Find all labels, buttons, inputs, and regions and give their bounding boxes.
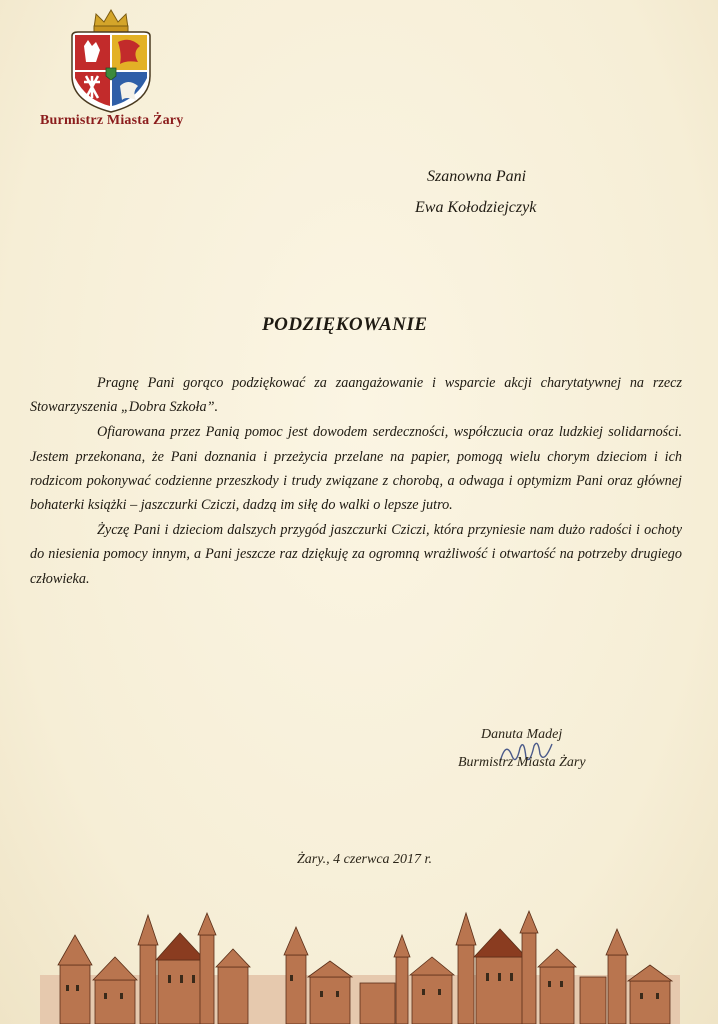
letter-body: [30, 371, 682, 592]
paragraph-3: Życzę Pani i dzieciom dalszych przygód jaszczurki Cziczi, która przyniesie nam dużo radości i ochoty do niesienia pomocy innym, a Pani jeszcze raz dziękuję za ogromną wrażliwość i otwartość na potrzeby drugiego człowieka.: [30, 522, 682, 587]
coat-of-arms-icon: [66, 6, 156, 114]
paragraph-1: Pragnę Pani gorąco podziękować za zaangażowanie i wsparcie akcji charytatywnej na rzecz Stowarzyszenia „Dobra Szkoła”.: [30, 375, 682, 416]
letter-title: PODZIĘKOWANIE: [262, 314, 428, 335]
town-skyline-illustration-icon: [0, 905, 718, 1024]
paragraph-2: Ofiarowana przez Panią pomoc jest dowodem serdeczności, współczucia oraz ludzkiej solidarności. Jestem przekonana, że Pani doznania i przeżycia przelane na papier, pomogą wielu chorym dzieciom i ich rodzicom pokonywać codzienne przeszkody i trudy związane z chorobą, a odwaga i optymizm Pani oraz głównej bohaterki książki – jaszczurki Cziczi, dadzą im siłę do walki o lepsze jutro.: [30, 424, 682, 514]
signatory-role: Burmistrz Miasta Żary: [458, 755, 586, 770]
signatory-name: Danuta Madej: [481, 727, 563, 742]
salutation-line-1: Szanowna Pani: [427, 168, 527, 185]
recipient-name: Ewa Kołodziejczyk: [415, 199, 537, 216]
office-title: Burmistrz Miasta Żary: [40, 113, 184, 128]
date-line: Żary., 4 czerwca 2017 r.: [297, 852, 432, 867]
